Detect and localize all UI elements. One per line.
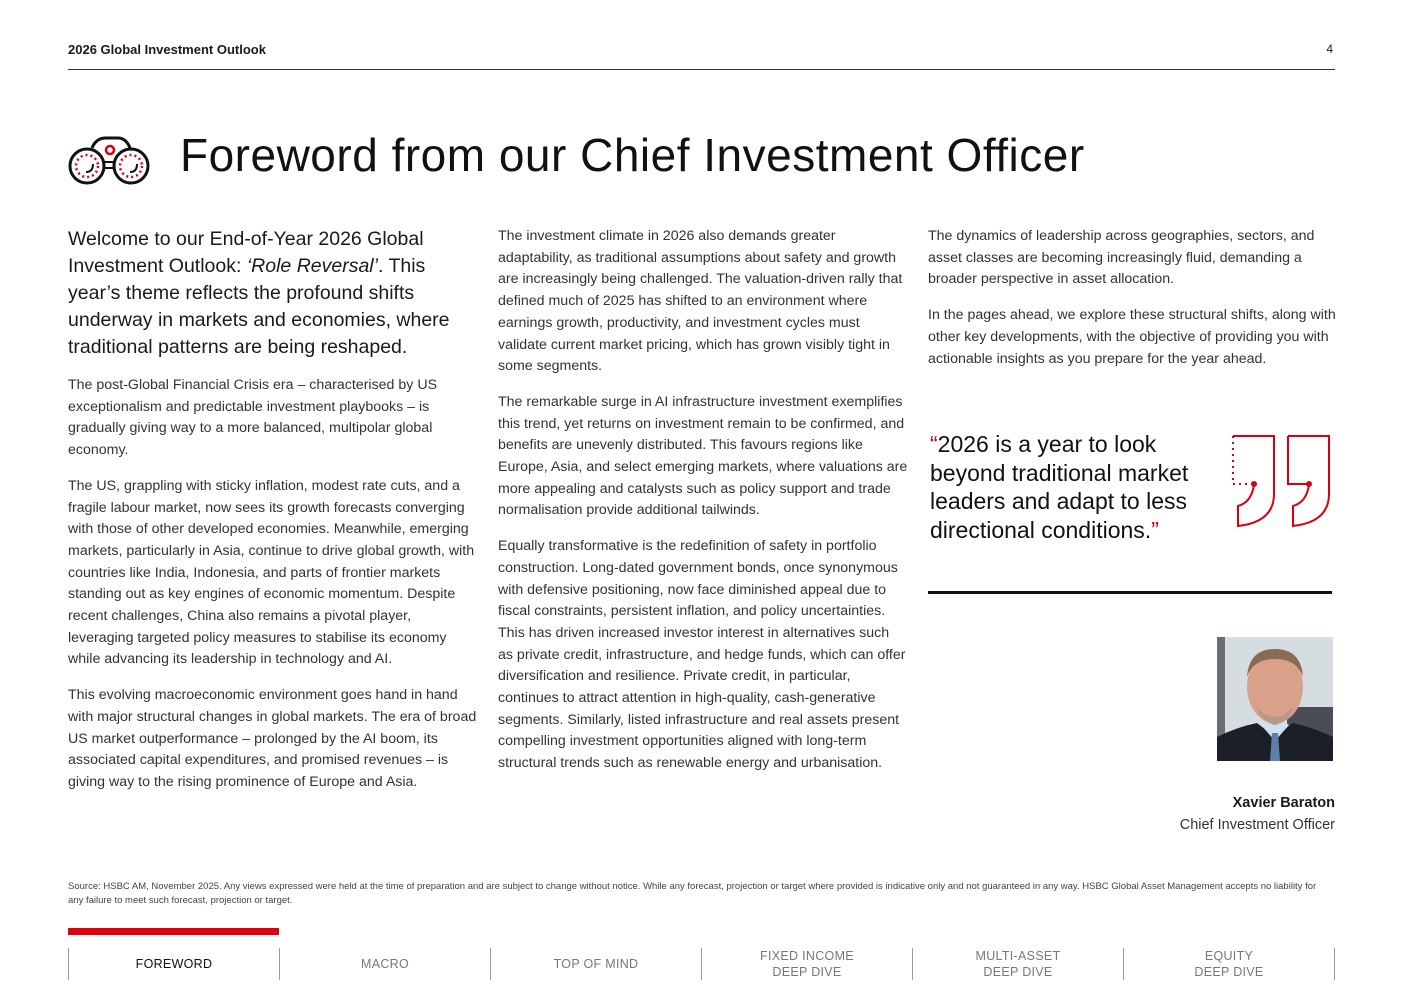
column-right [928,226,1336,384]
paragraph: The dynamics of leadership across geographies, sectors, and asset classes are becoming increasingly fluid, demanding a broader perspective in asset allocation. [928,228,1315,288]
nav-tab-macro[interactable]: MACRO [279,948,490,980]
intro-lead [68,226,478,361]
quote-marks-icon [1230,434,1334,533]
nav-tab-top-of-mind[interactable]: TOP OF MIND [490,948,701,980]
quote-text: 2026 is a year to look beyond traditional market leaders and adapt to less directional conditions. [930,431,1189,543]
paragraph: The US, grappling with sticky inflation, modest rate cuts, and a fragile labour market, now sees its growth forecasts converging with those of other developed economies. Meanwhile, emerging markets, particularly in Asia, continue to drive global growth, with countries like India, Indonesia, and parts of frontier markets standing out as key engines of economic momentum. Despite recent challenges, China also remains a pivotal player, leveraging targeted policy measures to stabilise its economy while advancing its leadership in technology and AI. [68,477,475,668]
column-left [68,226,478,808]
paragraph: The investment climate in 2026 also demands greater adaptability, as traditional assumptions about safety and growth are increasingly being challenged. The valuation-driven rally that defined much of 2025 has shifted to an environment where earnings growth, productivity, and investment cycles must validate current market pricing, which has grown visibly tight in some segments. [498,228,903,375]
open-quote-mark: “ [930,431,938,457]
pull-quote [930,430,1230,544]
nav-tab-multi-asset[interactable]: MULTI-ASSET DEEP DIVE [912,948,1123,980]
paragraph: The post-Global Financial Crisis era – characterised by US exceptionalism and predictable investment playbooks – is gradually giving way to a more balanced, multipolar global economy. [68,377,438,459]
binoculars-icon [66,134,152,191]
nav-tab-foreword[interactable]: FOREWORD [68,948,279,980]
page-number: 4 [1326,42,1333,56]
page-title: Foreword from our Chief Investment Officer [180,129,1085,181]
author-role: Chief Investment Officer [1179,817,1335,833]
paragraph: Equally transformative is the redefinition of safety in portfolio construction. Long-dated government bonds, once synonymous with defensive positioning, now face diminished appeal due to fiscal constraints, persistent inflation, and policy uncertainties. This has driven increased investor interest in alternatives such as private credit, infrastructure, and hedge funds, which can offer diversification and resilience. Private credit, in particular, continues to attract attention in high-quality, cash-generative segments. Similarly, listed infrastructure and real assets present compelling investment opportunities aligned with long-term structural trends such as renewable energy and urbanisation. [498,538,906,772]
lead-text: . This year’s theme reflects the profound shifts underway in markets and economies, where traditional patterns are being reshaped. [68,255,450,358]
paragraph: This evolving macroeconomic environment goes hand in hand with major structural changes in global markets. The era of broad US market outperformance – prolonged by the AI boom, its associated capital expenditures, and promised revenues – is giving way to the rising prominence of Europe and Asia. [68,687,477,790]
theme-name: ‘Role Reversal’ [246,255,378,277]
paragraph: The remarkable surge in AI infrastructure investment exemplifies this trend, yet returns on investment remain to be confirmed, and benefits are unevenly distributed. This favours regions like Europe, Asia, and select emerging markets, where valuations are more appealing and catalysts such as policy support and trade normalisation provide additional tailwinds. [498,393,908,519]
nav-tab-equity[interactable]: EQUITY DEEP DIVE [1123,948,1335,980]
paragraph: In the pages ahead, we explore these structural shifts, along with other key developments, with the objective of providing you with actionable insights as you prepare for the year ahead. [928,307,1336,367]
quote-divider [928,591,1332,594]
column-middle [498,226,908,789]
document-title: 2026 Global Investment Outlook [68,42,266,57]
close-quote-mark: ” [1151,516,1159,543]
header-divider [68,69,1335,70]
lead-text: Welcome to our End-of-Year 2026 Global Investment Outlook: [68,228,424,277]
source-note: Source: HSBC AM, November 2025. Any views expressed were held at the time of preparation and are subject to change without notice. While any forecast, projection or target where provided is indicative only and not guaranteed in any way. HSBC Global Asset Management accepts no liability for any failure to meet such forecast, projection or target. [68,881,1317,906]
author-photo [1217,637,1333,761]
active-tab-indicator [68,928,279,935]
section-nav [68,948,1335,980]
nav-tab-fixed-income[interactable]: FIXED INCOME DEEP DIVE [701,948,912,980]
author-name: Xavier Baraton [1232,795,1335,811]
